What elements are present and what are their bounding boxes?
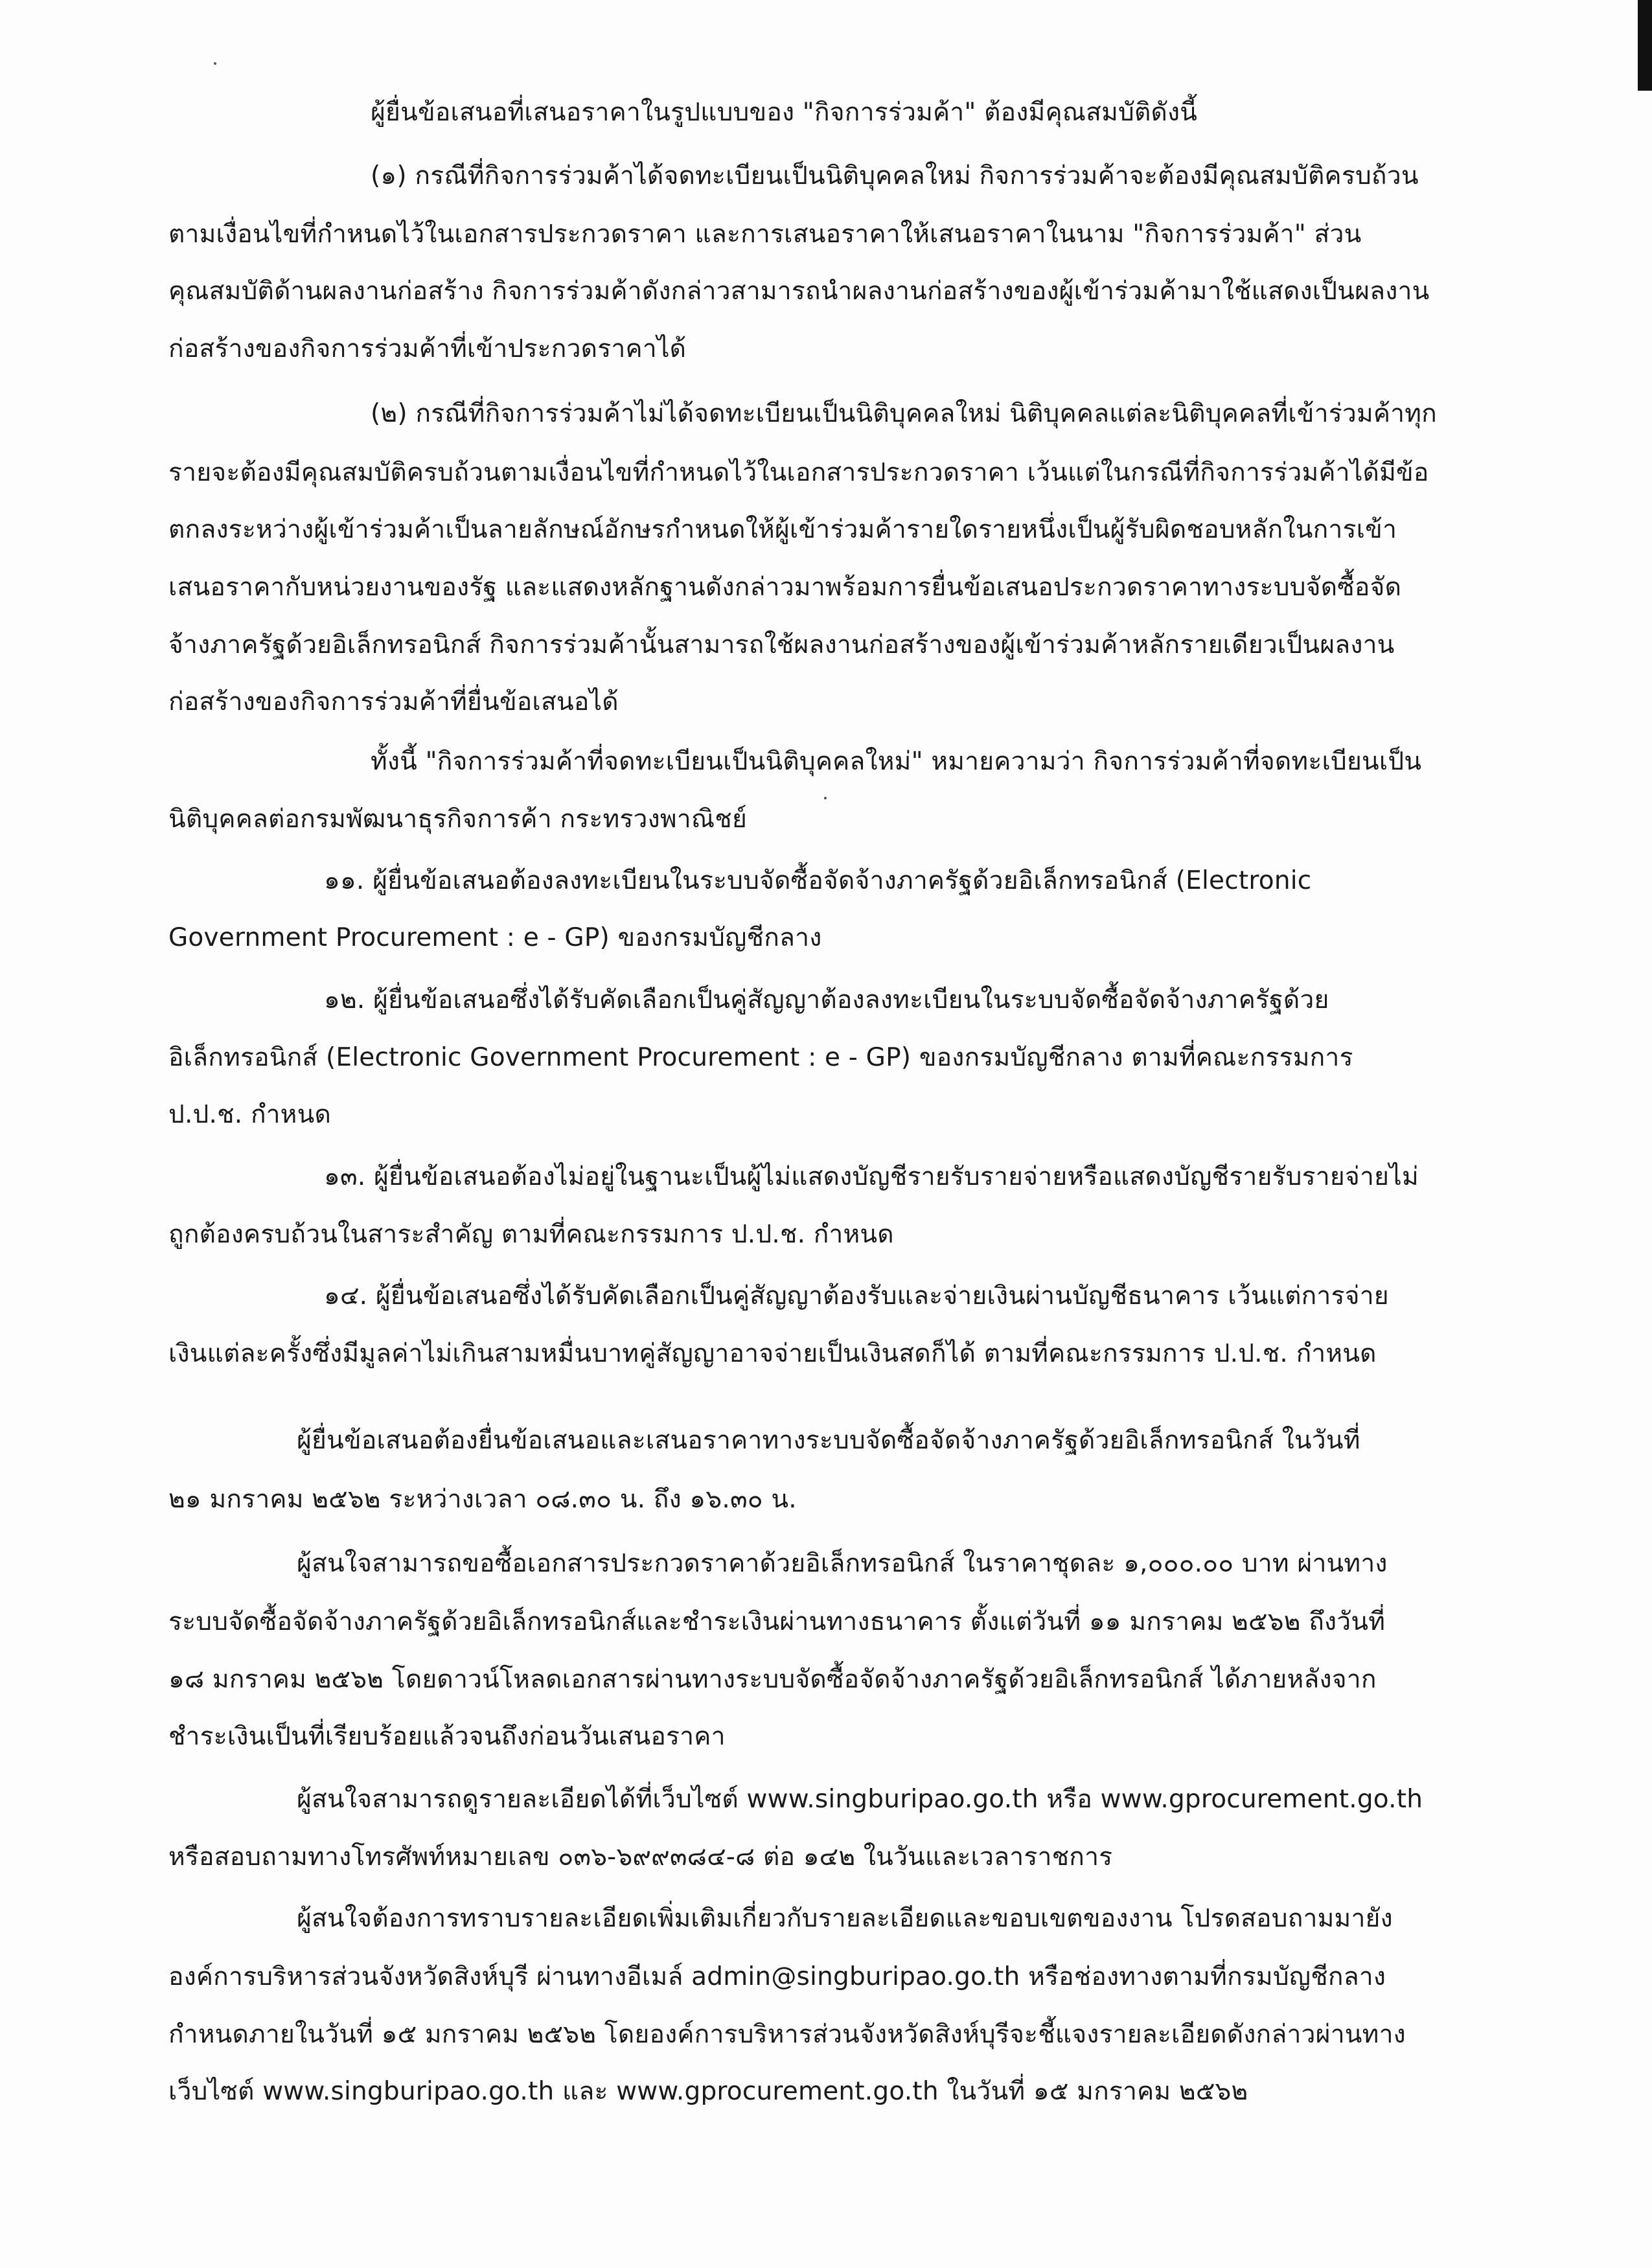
paragraph-line: รายจะต้องมีคุณสมบัติครบถ้วนตามเงื่อนไขที่กำหนดไว้ในเอกสารประกวดราคา เว้นแต่ในกรณีที่กิจการร่วมค้าได้มีข้อ — [168, 458, 1429, 487]
paragraph-line: (๑) กรณีที่กิจการร่วมค้าได้จดทะเบียนเป็นนิติบุคคลใหม่ กิจการร่วมค้าจะต้องมีคุณสมบัติครบถ้วน — [371, 161, 1419, 190]
paragraph-line: (๒) กรณีที่กิจการร่วมค้าไม่ได้จดทะเบียนเป็นนิติบุคคลใหม่ นิติบุคคลแต่ละนิติบุคคลที่เข้าร่วมค้าทุก — [371, 399, 1437, 428]
paragraph-line: เว็บไซต์ www.singburipao.go.th และ www.gprocurement.go.th ในวันที่ ๑๕ มกราคม ๒๕๖๒ — [168, 2077, 1248, 2106]
paragraph-line: เสนอราคากับหน่วยงานของรัฐ และแสดงหลักฐานดังกล่าวมาพร้อมการยื่นข้อเสนอประกวดราคาทางระบบจัดซื้อจัด — [168, 573, 1402, 602]
paragraph-line: Government Procurement : e - GP) ของกรมบัญชีกลาง — [168, 923, 822, 952]
paragraph-line: ผู้ยื่นข้อเสนอที่เสนอราคาในรูปแบบของ "กิจการร่วมค้า" ต้องมีคุณสมบัติดังนี้ — [371, 98, 1198, 127]
paragraph-line: ป.ป.ช. กำหนด — [168, 1100, 331, 1129]
paragraph-line: ตกลงระหว่างผู้เข้าร่วมค้าเป็นลายลักษณ์อักษรกำหนดให้ผู้เข้าร่วมค้ารายใดรายหนึ่งเป็นผู้รับผิดชอบหลักในการเข้า — [168, 515, 1397, 544]
scan-edge-mark — [1638, 0, 1652, 91]
paragraph-line: ชำระเงินเป็นที่เรียบร้อยแล้วจนถึงก่อนวันเสนอราคา — [168, 1722, 726, 1751]
paragraph-line: นิติบุคคลต่อกรมพัฒนาธุรกิจการค้า กระทรวงพาณิชย์ — [168, 805, 748, 834]
paragraph-line: ผู้สนใจสามารถขอซื้อเอกสารประกวดราคาด้วยอิเล็กทรอนิกส์ ในราคาชุดละ ๑,๐๐๐.๐๐ บาท ผ่านทาง — [297, 1549, 1388, 1578]
paragraph-line: ๒๑ มกราคม ๒๕๖๒ ระหว่างเวลา ๐๘.๓๐ น. ถึง ๑๖.๓๐ น. — [168, 1485, 797, 1514]
paragraph-line: ๑๘ มกราคม ๒๕๖๒ โดยดาวน์โหลดเอกสารผ่านทางระบบจัดซื้อจัดจ้างภาครัฐด้วยอิเล็กทรอนิกส์ ได้ภายหลังจาก — [168, 1665, 1377, 1694]
scan-speck — [824, 797, 827, 799]
paragraph-line: จ้างภาครัฐด้วยอิเล็กทรอนิกส์ กิจการร่วมค้านั้นสามารถใช้ผลงานก่อสร้างของผู้เข้าร่วมค้าหลักรายเดียวเป็นผลงาน — [168, 630, 1395, 659]
paragraph-line: ถูกต้องครบถ้วนในสาระสำคัญ ตามที่คณะกรรมการ ป.ป.ช. กำหนด — [168, 1220, 894, 1249]
paragraph-line: หรือสอบถามทางโทรศัพท์หมายเลข ๐๓๖-๖๙๙๓๘๔-๘ ต่อ ๑๔๒ ในวันและเวลาราชการ — [168, 1842, 1113, 1872]
paragraph-line: ผู้ยื่นข้อเสนอต้องยื่นข้อเสนอและเสนอราคาทางระบบจัดซื้อจัดจ้างภาครัฐด้วยอิเล็กทรอนิกส์ ในวันที่ — [297, 1426, 1360, 1455]
paragraph-line: ก่อสร้างของกิจการร่วมค้าที่ยื่นข้อเสนอได้ — [168, 687, 619, 716]
scan-speck — [214, 62, 216, 65]
list-item-11: ๑๑. ผู้ยื่นข้อเสนอต้องลงทะเบียนในระบบจัดซื้อจัดจ้างภาครัฐด้วยอิเล็กทรอนิกส์ (Electronic — [324, 866, 1312, 895]
paragraph-line: ทั้งนี้ "กิจการร่วมค้าที่จดทะเบียนเป็นนิติบุคคลใหม่" หมายความว่า กิจการร่วมค้าที่จดทะเบียนเป็น — [371, 747, 1422, 776]
list-item-13: ๑๓. ผู้ยื่นข้อเสนอต้องไม่อยู่ในฐานะเป็นผู้ไม่แสดงบัญชีรายรับรายจ่ายหรือแสดงบัญชีรายรับรายจ่ายไม่ — [324, 1162, 1419, 1191]
paragraph-line: กำหนดภายในวันที่ ๑๕ มกราคม ๒๕๖๒ โดยองค์การบริหารส่วนจังหวัดสิงห์บุรีจะชี้แจงรายละเอียดดังกล่าวผ่านทาง — [168, 2020, 1406, 2049]
paragraph-line: ก่อสร้างของกิจการร่วมค้าที่เข้าประกวดราคาได้ — [168, 334, 687, 363]
paragraph-line: องค์การบริหารส่วนจังหวัดสิงห์บุรี ผ่านทางอีเมล์ admin@singburipao.go.th หรือช่องทางตามที่กรมบัญชีกลาง — [168, 1962, 1386, 1991]
list-item-12: ๑๒. ผู้ยื่นข้อเสนอซึ่งได้รับคัดเลือกเป็นคู่สัญญาต้องลงทะเบียนในระบบจัดซื้อจัดจ้างภาครัฐด้วย — [324, 985, 1329, 1014]
paragraph-line: คุณสมบัติด้านผลงานก่อสร้าง กิจการร่วมค้าดังกล่าวสามารถนำผลงานก่อสร้างของผู้เข้าร่วมค้ามาใช้แสดงเป็นผลงาน — [168, 277, 1430, 306]
paragraph-line: อิเล็กทรอนิกส์ (Electronic Government Procurement : e - GP) ของกรมบัญชีกลาง ตามที่คณะกรรมการ — [168, 1043, 1353, 1072]
paragraph-line: เงินแต่ละครั้งซึ่งมีมูลค่าไม่เกินสามหมื่นบาทคู่สัญญาอาจจ่ายเป็นเงินสดก็ได้ ตามที่คณะกรรมการ ป.ป.ช. กำหนด — [168, 1339, 1377, 1368]
list-item-14: ๑๔. ผู้ยื่นข้อเสนอซึ่งได้รับคัดเลือกเป็นคู่สัญญาต้องรับและจ่ายเงินผ่านบัญชีธนาคาร เว้นแต่การจ่าย — [324, 1281, 1389, 1311]
paragraph-line: ผู้สนใจต้องการทราบรายละเอียดเพิ่มเติมเกี่ยวกับรายละเอียดและขอบเขตของงาน โปรดสอบถามมายัง — [297, 1904, 1393, 1933]
paragraph-line: ตามเงื่อนไขที่กำหนดไว้ในเอกสารประกวดราคา และการเสนอราคาให้เสนอราคาในนาม "กิจการร่วมค้า" ส่วน — [168, 220, 1362, 249]
paragraph-line: ระบบจัดซื้อจัดจ้างภาครัฐด้วยอิเล็กทรอนิกส์และชำระเงินผ่านทางธนาคาร ตั้งแต่วันที่ ๑๑ มกราคม ๒๕๖๒ ถึงวันที่ — [168, 1607, 1386, 1636]
paragraph-line: ผู้สนใจสามารถดูรายละเอียดได้ที่เว็บไซต์ www.singburipao.go.th หรือ www.gprocurement.go.th — [297, 1785, 1423, 1814]
